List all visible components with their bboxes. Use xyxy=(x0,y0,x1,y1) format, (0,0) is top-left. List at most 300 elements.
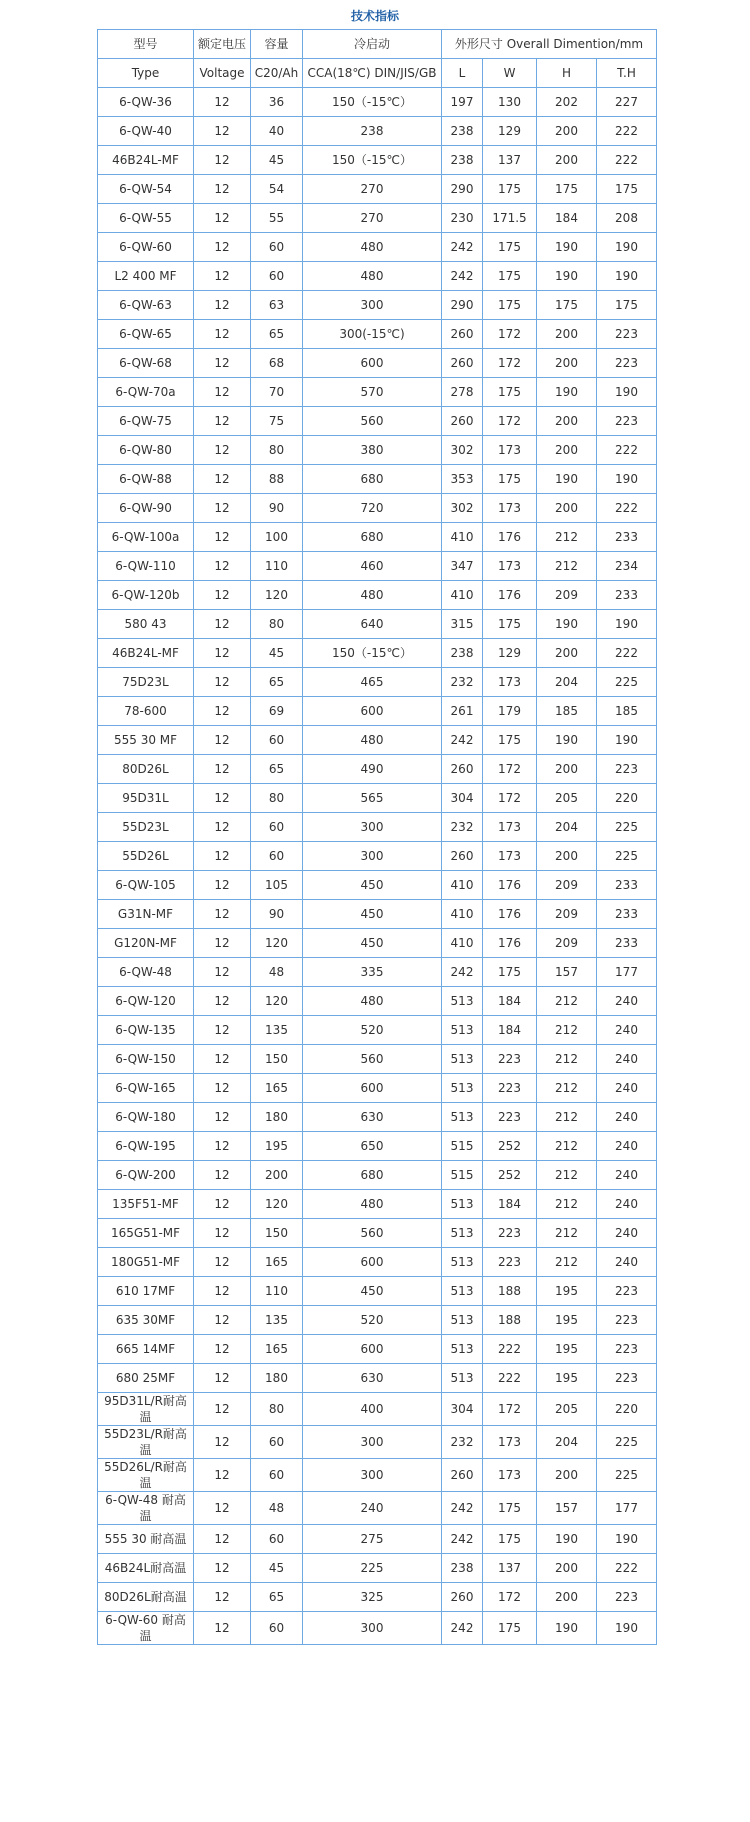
cell-length: 230 xyxy=(442,204,483,233)
cell-cca: 480 xyxy=(303,987,442,1016)
cell-length: 232 xyxy=(442,813,483,842)
cell-type: 80D26L xyxy=(98,755,194,784)
cell-cca: 600 xyxy=(303,349,442,378)
cell-height: 190 xyxy=(537,378,597,407)
cell-voltage: 12 xyxy=(194,465,251,494)
cell-cca: 630 xyxy=(303,1103,442,1132)
cell-type: 6-QW-80 xyxy=(98,436,194,465)
cell-voltage: 12 xyxy=(194,1045,251,1074)
cell-length: 347 xyxy=(442,552,483,581)
table-row xyxy=(98,465,657,494)
table-row xyxy=(98,842,657,871)
cell-capacity: 120 xyxy=(251,987,303,1016)
cell-voltage: 12 xyxy=(194,1074,251,1103)
table-row xyxy=(98,320,657,349)
table-row xyxy=(98,668,657,697)
cell-voltage: 12 xyxy=(194,1306,251,1335)
cell-type: 635 30MF xyxy=(98,1306,194,1335)
cell-length: 260 xyxy=(442,1459,483,1492)
cell-total-height: 223 xyxy=(597,1335,657,1364)
cell-capacity: 200 xyxy=(251,1161,303,1190)
table-row xyxy=(98,88,657,117)
table-row xyxy=(98,1306,657,1335)
cell-cca: 465 xyxy=(303,668,442,697)
cell-height: 195 xyxy=(537,1335,597,1364)
cell-capacity: 90 xyxy=(251,494,303,523)
cell-total-height: 177 xyxy=(597,958,657,987)
header-dimension: 外形尺寸 Overall Dimention/mm xyxy=(442,30,657,59)
cell-cca: 225 xyxy=(303,1554,442,1583)
cell-length: 260 xyxy=(442,755,483,784)
cell-total-height: 222 xyxy=(597,1554,657,1583)
cell-length: 513 xyxy=(442,1277,483,1306)
cell-type: 46B24L-MF xyxy=(98,146,194,175)
cell-cca: 300 xyxy=(303,842,442,871)
cell-voltage: 12 xyxy=(194,697,251,726)
cell-total-height: 185 xyxy=(597,697,657,726)
cell-length: 260 xyxy=(442,407,483,436)
cell-voltage: 12 xyxy=(194,1525,251,1554)
cell-height: 200 xyxy=(537,117,597,146)
cell-length: 261 xyxy=(442,697,483,726)
cell-width: 175 xyxy=(483,726,537,755)
cell-total-height: 190 xyxy=(597,262,657,291)
cell-voltage: 12 xyxy=(194,407,251,436)
cell-type: 6-QW-60 xyxy=(98,233,194,262)
table-row xyxy=(98,1364,657,1393)
cell-voltage: 12 xyxy=(194,1554,251,1583)
cell-capacity: 63 xyxy=(251,291,303,320)
cell-height: 204 xyxy=(537,1426,597,1459)
cell-cca: 150（-15℃） xyxy=(303,639,442,668)
cell-width: 184 xyxy=(483,987,537,1016)
cell-total-height: 240 xyxy=(597,1219,657,1248)
cell-capacity: 110 xyxy=(251,1277,303,1306)
cell-height: 212 xyxy=(537,1132,597,1161)
table-row xyxy=(98,407,657,436)
cell-voltage: 12 xyxy=(194,1335,251,1364)
cell-total-height: 240 xyxy=(597,1248,657,1277)
cell-height: 212 xyxy=(537,1161,597,1190)
table-row xyxy=(98,871,657,900)
cell-capacity: 60 xyxy=(251,842,303,871)
cell-capacity: 45 xyxy=(251,639,303,668)
cell-total-height: 190 xyxy=(597,233,657,262)
cell-capacity: 60 xyxy=(251,813,303,842)
cell-length: 242 xyxy=(442,1492,483,1525)
cell-capacity: 65 xyxy=(251,320,303,349)
cell-capacity: 80 xyxy=(251,610,303,639)
cell-cca: 560 xyxy=(303,1219,442,1248)
cell-cca: 450 xyxy=(303,900,442,929)
cell-height: 212 xyxy=(537,987,597,1016)
cell-length: 353 xyxy=(442,465,483,494)
cell-total-height: 190 xyxy=(597,465,657,494)
cell-height: 200 xyxy=(537,320,597,349)
spec-table-body xyxy=(98,88,657,1645)
cell-type: 6-QW-120b xyxy=(98,581,194,610)
cell-length: 238 xyxy=(442,117,483,146)
cell-width: 175 xyxy=(483,262,537,291)
cell-length: 513 xyxy=(442,987,483,1016)
cell-cca: 480 xyxy=(303,233,442,262)
cell-width: 223 xyxy=(483,1074,537,1103)
cell-total-height: 223 xyxy=(597,1364,657,1393)
cell-length: 260 xyxy=(442,349,483,378)
cell-capacity: 60 xyxy=(251,1426,303,1459)
cell-type: 6-QW-90 xyxy=(98,494,194,523)
cell-type: 75D23L xyxy=(98,668,194,697)
cell-length: 260 xyxy=(442,1583,483,1612)
cell-type: 6-QW-88 xyxy=(98,465,194,494)
cell-cca: 720 xyxy=(303,494,442,523)
cell-length: 410 xyxy=(442,929,483,958)
cell-cca: 600 xyxy=(303,1074,442,1103)
cell-capacity: 40 xyxy=(251,117,303,146)
cell-cca: 400 xyxy=(303,1393,442,1426)
table-row xyxy=(98,900,657,929)
cell-length: 513 xyxy=(442,1219,483,1248)
cell-height: 212 xyxy=(537,1248,597,1277)
cell-width: 137 xyxy=(483,146,537,175)
cell-type: 55D23L xyxy=(98,813,194,842)
cell-length: 232 xyxy=(442,1426,483,1459)
table-row xyxy=(98,494,657,523)
cell-cca: 680 xyxy=(303,523,442,552)
cell-length: 242 xyxy=(442,233,483,262)
cell-width: 173 xyxy=(483,842,537,871)
cell-length: 513 xyxy=(442,1306,483,1335)
cell-cca: 300 xyxy=(303,1612,442,1645)
cell-cca: 450 xyxy=(303,929,442,958)
cell-type: 6-QW-55 xyxy=(98,204,194,233)
cell-voltage: 12 xyxy=(194,1132,251,1161)
cell-length: 304 xyxy=(442,1393,483,1426)
cell-cca: 450 xyxy=(303,1277,442,1306)
cell-capacity: 60 xyxy=(251,233,303,262)
cell-height: 209 xyxy=(537,929,597,958)
cell-cca: 300 xyxy=(303,1459,442,1492)
cell-capacity: 45 xyxy=(251,146,303,175)
header-type: Type xyxy=(98,59,194,88)
cell-length: 315 xyxy=(442,610,483,639)
cell-width: 175 xyxy=(483,610,537,639)
cell-capacity: 54 xyxy=(251,175,303,204)
cell-voltage: 12 xyxy=(194,291,251,320)
cell-height: 212 xyxy=(537,1045,597,1074)
table-row xyxy=(98,610,657,639)
table-row xyxy=(98,1393,657,1426)
cell-total-height: 233 xyxy=(597,523,657,552)
cell-total-height: 190 xyxy=(597,378,657,407)
cell-height: 200 xyxy=(537,407,597,436)
cell-height: 200 xyxy=(537,639,597,668)
table-row xyxy=(98,1161,657,1190)
cell-capacity: 60 xyxy=(251,262,303,291)
cell-type: 6-QW-180 xyxy=(98,1103,194,1132)
cell-width: 188 xyxy=(483,1277,537,1306)
cell-length: 515 xyxy=(442,1132,483,1161)
header-width: W xyxy=(483,59,537,88)
cell-length: 513 xyxy=(442,1335,483,1364)
cell-height: 200 xyxy=(537,1583,597,1612)
cell-capacity: 88 xyxy=(251,465,303,494)
cell-length: 410 xyxy=(442,581,483,610)
cell-capacity: 150 xyxy=(251,1045,303,1074)
cell-capacity: 105 xyxy=(251,871,303,900)
cell-height: 202 xyxy=(537,88,597,117)
table-row xyxy=(98,349,657,378)
table-row xyxy=(98,291,657,320)
cell-total-height: 223 xyxy=(597,1277,657,1306)
cell-length: 290 xyxy=(442,175,483,204)
cell-total-height: 240 xyxy=(597,1103,657,1132)
cell-length: 513 xyxy=(442,1045,483,1074)
cell-cca: 570 xyxy=(303,378,442,407)
cell-cca: 480 xyxy=(303,262,442,291)
cell-height: 212 xyxy=(537,552,597,581)
cell-total-height: 223 xyxy=(597,320,657,349)
cell-capacity: 60 xyxy=(251,1525,303,1554)
header-voltage-cn: 额定电压 xyxy=(194,30,251,59)
cell-capacity: 68 xyxy=(251,349,303,378)
cell-width: 222 xyxy=(483,1335,537,1364)
cell-length: 513 xyxy=(442,1103,483,1132)
cell-voltage: 12 xyxy=(194,1612,251,1645)
cell-cca: 300 xyxy=(303,1426,442,1459)
cell-width: 252 xyxy=(483,1161,537,1190)
cell-capacity: 80 xyxy=(251,1393,303,1426)
cell-type: 6-QW-75 xyxy=(98,407,194,436)
cell-length: 302 xyxy=(442,494,483,523)
cell-cca: 600 xyxy=(303,1335,442,1364)
cell-type: 6-QW-48 xyxy=(98,958,194,987)
table-row xyxy=(98,1554,657,1583)
cell-voltage: 12 xyxy=(194,262,251,291)
cell-cca: 275 xyxy=(303,1525,442,1554)
cell-cca: 630 xyxy=(303,1364,442,1393)
cell-type: 55D26L/R耐高温 xyxy=(98,1459,194,1492)
cell-capacity: 55 xyxy=(251,204,303,233)
cell-width: 173 xyxy=(483,494,537,523)
cell-length: 513 xyxy=(442,1074,483,1103)
cell-cca: 380 xyxy=(303,436,442,465)
cell-height: 212 xyxy=(537,1103,597,1132)
cell-cca: 325 xyxy=(303,1583,442,1612)
cell-width: 223 xyxy=(483,1219,537,1248)
cell-total-height: 223 xyxy=(597,755,657,784)
cell-cca: 565 xyxy=(303,784,442,813)
cell-voltage: 12 xyxy=(194,668,251,697)
header-length: L xyxy=(442,59,483,88)
cell-height: 185 xyxy=(537,697,597,726)
cell-height: 212 xyxy=(537,1074,597,1103)
table-row xyxy=(98,813,657,842)
cell-width: 130 xyxy=(483,88,537,117)
cell-length: 515 xyxy=(442,1161,483,1190)
cell-type: 6-QW-70a xyxy=(98,378,194,407)
cell-height: 190 xyxy=(537,726,597,755)
cell-height: 212 xyxy=(537,1190,597,1219)
cell-length: 513 xyxy=(442,1364,483,1393)
cell-height: 175 xyxy=(537,175,597,204)
cell-width: 176 xyxy=(483,581,537,610)
cell-height: 184 xyxy=(537,204,597,233)
cell-capacity: 36 xyxy=(251,88,303,117)
table-row xyxy=(98,697,657,726)
cell-length: 278 xyxy=(442,378,483,407)
cell-length: 238 xyxy=(442,639,483,668)
cell-height: 200 xyxy=(537,1554,597,1583)
cell-length: 242 xyxy=(442,958,483,987)
cell-height: 175 xyxy=(537,291,597,320)
cell-width: 172 xyxy=(483,1393,537,1426)
table-row xyxy=(98,929,657,958)
cell-length: 304 xyxy=(442,784,483,813)
cell-length: 242 xyxy=(442,1612,483,1645)
cell-capacity: 165 xyxy=(251,1335,303,1364)
cell-width: 173 xyxy=(483,1459,537,1492)
cell-length: 197 xyxy=(442,88,483,117)
cell-length: 260 xyxy=(442,320,483,349)
cell-voltage: 12 xyxy=(194,204,251,233)
cell-voltage: 12 xyxy=(194,233,251,262)
cell-width: 223 xyxy=(483,1103,537,1132)
cell-voltage: 12 xyxy=(194,958,251,987)
cell-voltage: 12 xyxy=(194,1248,251,1277)
cell-total-height: 240 xyxy=(597,1190,657,1219)
cell-cca: 335 xyxy=(303,958,442,987)
cell-cca: 300 xyxy=(303,813,442,842)
cell-total-height: 222 xyxy=(597,436,657,465)
cell-width: 175 xyxy=(483,378,537,407)
cell-total-height: 240 xyxy=(597,1045,657,1074)
cell-width: 129 xyxy=(483,117,537,146)
cell-height: 200 xyxy=(537,349,597,378)
cell-total-height: 233 xyxy=(597,929,657,958)
cell-capacity: 65 xyxy=(251,1583,303,1612)
cell-capacity: 45 xyxy=(251,1554,303,1583)
cell-type: 6-QW-195 xyxy=(98,1132,194,1161)
cell-voltage: 12 xyxy=(194,1190,251,1219)
cell-width: 137 xyxy=(483,1554,537,1583)
cell-length: 513 xyxy=(442,1016,483,1045)
cell-capacity: 70 xyxy=(251,378,303,407)
cell-length: 410 xyxy=(442,523,483,552)
cell-total-height: 190 xyxy=(597,726,657,755)
cell-height: 209 xyxy=(537,581,597,610)
table-row xyxy=(98,262,657,291)
cell-height: 190 xyxy=(537,262,597,291)
cell-capacity: 135 xyxy=(251,1306,303,1335)
cell-cca: 680 xyxy=(303,1161,442,1190)
cell-width: 129 xyxy=(483,639,537,668)
cell-type: 6-QW-40 xyxy=(98,117,194,146)
cell-width: 173 xyxy=(483,813,537,842)
cell-voltage: 12 xyxy=(194,1583,251,1612)
table-row xyxy=(98,117,657,146)
cell-length: 242 xyxy=(442,726,483,755)
table-row xyxy=(98,1492,657,1525)
cell-cca: 680 xyxy=(303,465,442,494)
cell-type: 95D31L/R耐高温 xyxy=(98,1393,194,1426)
cell-type: 135F51-MF xyxy=(98,1190,194,1219)
cell-capacity: 120 xyxy=(251,929,303,958)
cell-voltage: 12 xyxy=(194,842,251,871)
table-row xyxy=(98,1583,657,1612)
cell-width: 184 xyxy=(483,1190,537,1219)
cell-total-height: 223 xyxy=(597,1306,657,1335)
table-row xyxy=(98,1426,657,1459)
cell-length: 290 xyxy=(442,291,483,320)
cell-length: 410 xyxy=(442,900,483,929)
cell-cca: 640 xyxy=(303,610,442,639)
cell-length: 238 xyxy=(442,1554,483,1583)
cell-voltage: 12 xyxy=(194,581,251,610)
cell-height: 209 xyxy=(537,900,597,929)
cell-type: 555 30 耐高温 xyxy=(98,1525,194,1554)
cell-capacity: 80 xyxy=(251,436,303,465)
cell-voltage: 12 xyxy=(194,1277,251,1306)
cell-cca: 450 xyxy=(303,871,442,900)
cell-capacity: 100 xyxy=(251,523,303,552)
table-row xyxy=(98,523,657,552)
table-row xyxy=(98,639,657,668)
cell-cca: 300(-15℃) xyxy=(303,320,442,349)
cell-type: 665 14MF xyxy=(98,1335,194,1364)
table-row xyxy=(98,204,657,233)
cell-capacity: 60 xyxy=(251,726,303,755)
cell-type: G31N-MF xyxy=(98,900,194,929)
header-cca: CCA(18℃) DIN/JIS/GB xyxy=(303,59,442,88)
cell-type: 6-QW-60 耐高温 xyxy=(98,1612,194,1645)
table-row xyxy=(98,1190,657,1219)
cell-voltage: 12 xyxy=(194,784,251,813)
cell-cca: 270 xyxy=(303,204,442,233)
cell-capacity: 180 xyxy=(251,1364,303,1393)
cell-width: 176 xyxy=(483,871,537,900)
cell-voltage: 12 xyxy=(194,639,251,668)
cell-voltage: 12 xyxy=(194,1016,251,1045)
cell-type: 6-QW-100a xyxy=(98,523,194,552)
table-row xyxy=(98,1612,657,1645)
cell-total-height: 225 xyxy=(597,668,657,697)
cell-total-height: 240 xyxy=(597,1161,657,1190)
table-row xyxy=(98,958,657,987)
cell-voltage: 12 xyxy=(194,552,251,581)
cell-height: 157 xyxy=(537,958,597,987)
table-row xyxy=(98,1335,657,1364)
table-row xyxy=(98,146,657,175)
cell-type: 6-QW-65 xyxy=(98,320,194,349)
cell-capacity: 165 xyxy=(251,1248,303,1277)
cell-capacity: 48 xyxy=(251,958,303,987)
cell-width: 184 xyxy=(483,1016,537,1045)
cell-capacity: 165 xyxy=(251,1074,303,1103)
cell-total-height: 175 xyxy=(597,291,657,320)
cell-cca: 600 xyxy=(303,697,442,726)
cell-total-height: 175 xyxy=(597,175,657,204)
cell-capacity: 65 xyxy=(251,755,303,784)
cell-type: 6-QW-150 xyxy=(98,1045,194,1074)
cell-total-height: 190 xyxy=(597,1612,657,1645)
cell-total-height: 222 xyxy=(597,117,657,146)
cell-width: 176 xyxy=(483,929,537,958)
cell-total-height: 190 xyxy=(597,610,657,639)
cell-width: 172 xyxy=(483,784,537,813)
cell-voltage: 12 xyxy=(194,436,251,465)
cell-voltage: 12 xyxy=(194,1459,251,1492)
